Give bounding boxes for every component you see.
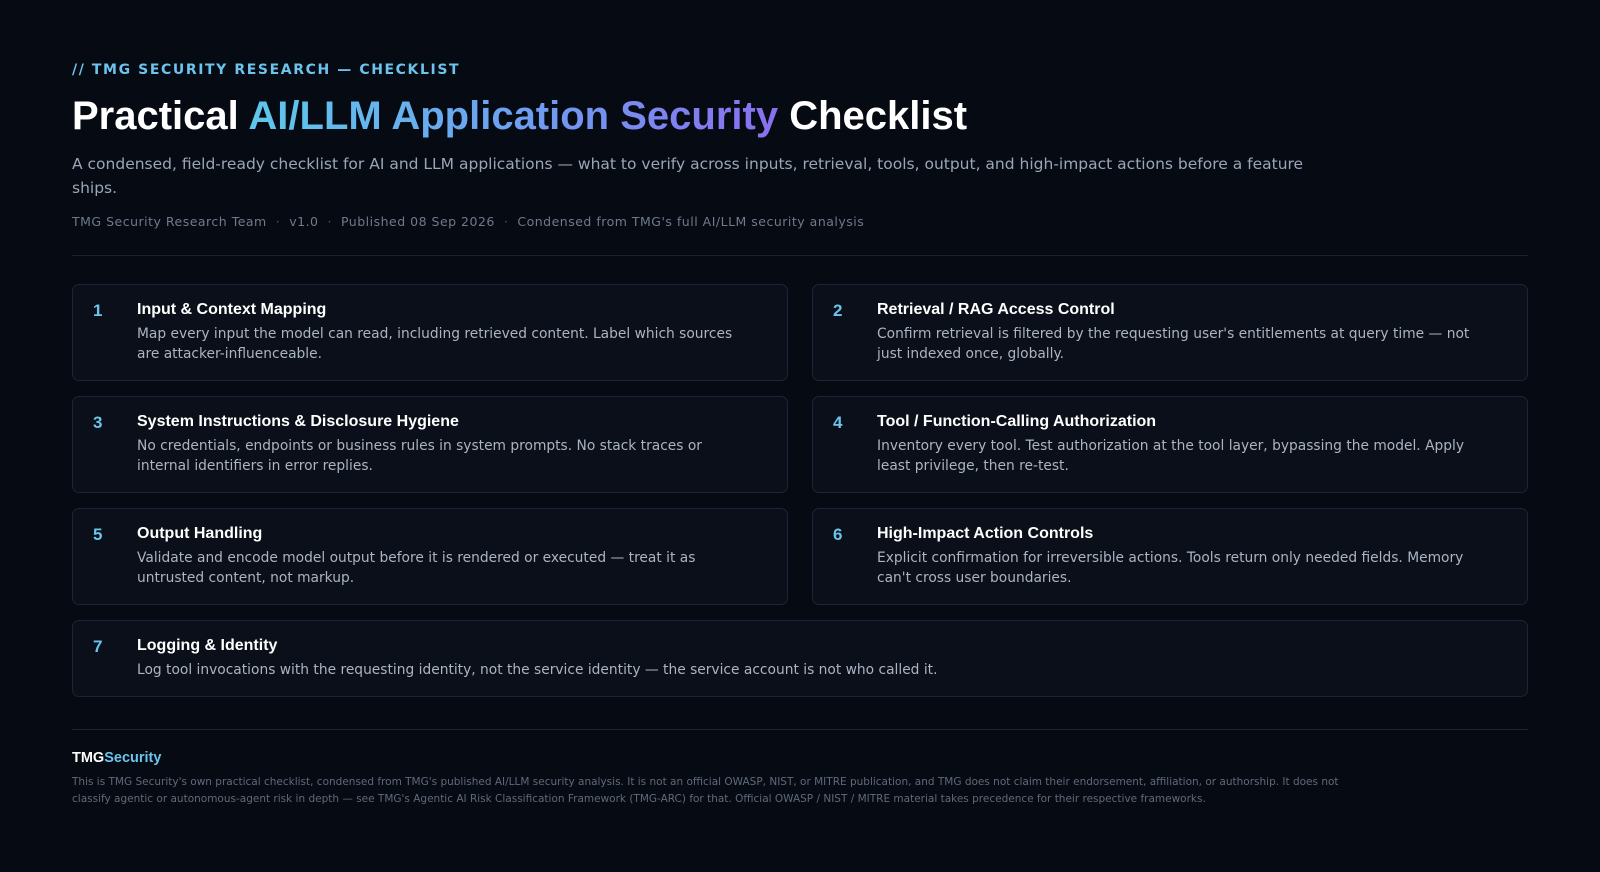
title-prefix: Practical (72, 94, 249, 138)
checklist-card (812, 508, 1528, 605)
footer-divider (72, 729, 1528, 730)
card-title: Tool / Function-Calling Authorization (877, 413, 1157, 430)
footer-disclaimer: This is TMG Security's own practical checklist, condensed from TMG's published AI/LLM security analysis. It is not an official OWASP, NIST, or MITRE publication, and TMG does not claim their endorsement, affiliation, or authorship. It does not classify agentic or autonomous-agent risk in depth — see TMG's Agentic AI Risk Classification Framework (TMG-ARC) for that. Official OWASP / NIST / MITRE material takes precedence for their respective frameworks. (72, 776, 1339, 805)
checklist-card (72, 284, 788, 381)
card-body: No credentials, endpoints or business rules in system prompts. No stack traces or internal identifiers in error replies. (137, 438, 702, 474)
card-number: 5 (93, 525, 103, 544)
card-number: 7 (93, 637, 103, 656)
page-subtitle: A condensed, field-ready checklist for AI and LLM applications — what to verify across inputs, retrieval, tools, output, and high-impact actions before a feature ships. (72, 155, 1304, 197)
meta-separator: · (503, 214, 509, 229)
card-body: Explicit confirmation for irreversible actions. Tools return only needed fields. Memory can't cross user boundaries. (877, 550, 1464, 586)
footer-brand (72, 750, 1528, 766)
card-title: Input & Context Mapping (137, 301, 327, 318)
checklist-card (812, 396, 1528, 493)
meta-author: TMG Security Research Team (72, 214, 267, 229)
title-suffix: Checklist (778, 94, 968, 138)
checklist-card (812, 284, 1528, 381)
card-title: System Instructions & Disclosure Hygiene (137, 413, 459, 430)
meta-separator: · (275, 214, 281, 229)
checklist-card (72, 508, 788, 605)
checklist-card (72, 620, 1528, 697)
meta-line (72, 214, 1528, 229)
card-title: High-Impact Action Controls (877, 525, 1094, 542)
card-body: Validate and encode model output before it is rendered or executed — treat it as untrusted content, not markup. (137, 550, 696, 586)
card-body: Inventory every tool. Test authorization at the tool layer, bypassing the model. Apply least privilege, then re-test. (877, 438, 1465, 474)
card-body: Confirm retrieval is filtered by the requesting user's entitlements at query time — not just indexed once, globally. (877, 326, 1470, 362)
card-title: Logging & Identity (137, 637, 278, 654)
card-title: Retrieval / RAG Access Control (877, 301, 1115, 318)
meta-separator: · (327, 214, 332, 229)
checklist-page (72, 62, 1528, 808)
card-number: 4 (833, 413, 843, 432)
brand-accent: Security (104, 750, 162, 766)
meta-published: Published 08 Sep 2026 (340, 214, 495, 229)
card-number: 3 (93, 413, 103, 432)
meta-source: Condensed from TMG's full AI/LLM security analysis (517, 214, 865, 229)
header-divider (72, 255, 1528, 256)
card-body: Log tool invocations with the requesting identity, not the service identity — the service account is not who called it. (137, 662, 938, 678)
card-title: Output Handling (137, 525, 263, 542)
title-accent: AI/LLM Application Security (248, 94, 779, 138)
eyebrow-label: // TMG SECURITY RESEARCH — CHECKLIST (72, 62, 461, 78)
checklist-card (72, 396, 788, 493)
card-number: 2 (833, 301, 843, 320)
brand-main: TMG (72, 750, 105, 766)
checklist-grid (72, 284, 1528, 697)
meta-version: v1.0 (289, 214, 319, 229)
card-number: 1 (93, 301, 103, 320)
card-body: Map every input the model can read, including retrieved content. Label which sources are attacker-influenceable. (137, 326, 733, 362)
page-title (72, 92, 1528, 140)
card-number: 6 (833, 525, 843, 544)
